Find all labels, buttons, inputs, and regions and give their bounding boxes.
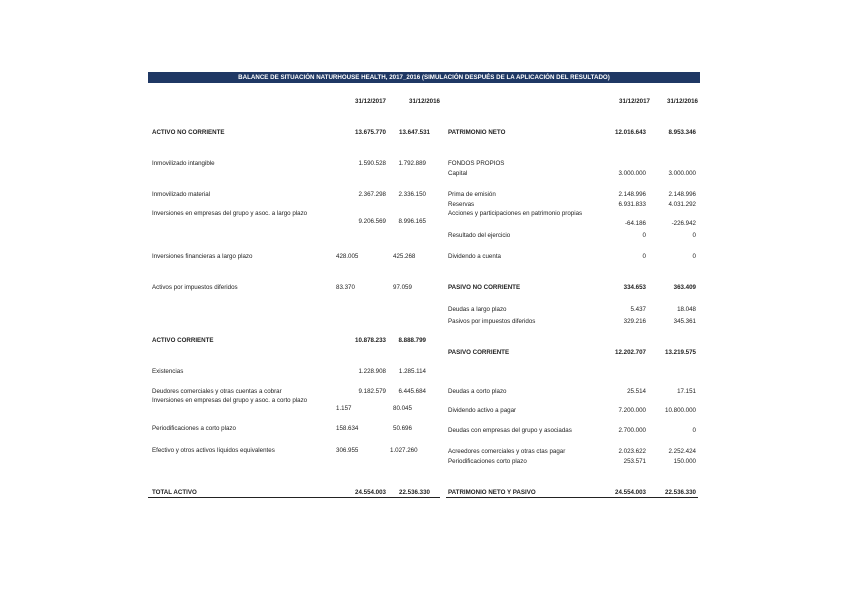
inversiones-financieras-lp-label: Inversiones financieras a largo plazo [152, 253, 253, 260]
activo-no-corriente-label: ACTIVO NO CORRIENTE [152, 129, 225, 136]
acciones-propias-2017: -64.186 [625, 220, 646, 227]
dividendo-cuenta-2016: 0 [692, 253, 696, 260]
prima-emision-2017: 2.148.996 [618, 191, 646, 198]
patrimonio-neto-2017: 12.016.643 [615, 129, 646, 136]
dividendo-cuenta-label: Dividendo a cuenta [448, 253, 501, 260]
pasivo-no-corriente-2017: 334.653 [623, 284, 646, 291]
inversiones-financieras-lp-2016: 425.268 [393, 253, 416, 260]
periodificaciones-pasivo-2017: 253.571 [623, 458, 646, 465]
total-pasivo-2016: 22.536.330 [665, 489, 696, 496]
inversiones-grupo-lp-label: Inversiones en empresas del grupo y asoc. a largo plazo [152, 210, 308, 217]
capital-label: Capital [448, 170, 468, 177]
inmovilizado-intangible-2017: 1.590.528 [358, 160, 386, 167]
pasivo-no-corriente-label: PASIVO NO CORRIENTE [448, 284, 521, 291]
periodificaciones-activo-2017: 158.634 [336, 425, 359, 432]
dividendo-pagar-2016: 10.800.000 [665, 407, 696, 414]
prima-emision-label: Prima de emisión [448, 191, 496, 198]
dividendo-pagar-2017: 7.200.000 [618, 407, 646, 414]
periodificaciones-pasivo-label: Periodificaciones corto plazo [448, 458, 527, 465]
total-activo-label: TOTAL ACTIVO [152, 489, 197, 496]
total-activo-2016: 22.536.330 [399, 489, 430, 496]
activo-corriente-label: ACTIVO CORRIENTE [152, 337, 214, 344]
activo-no-corriente-2017: 13.675.770 [355, 129, 386, 136]
inmovilizado-intangible-label: Inmovilizado intangible [152, 160, 215, 167]
pasivo-no-corriente-2016: 363.409 [673, 284, 696, 291]
capital-2016: 3.000.000 [668, 170, 696, 177]
header-left-2016: 31/12/2016 [409, 98, 440, 105]
deudas-lp-2016: 18.048 [677, 306, 696, 313]
inversiones-financieras-lp-2017: 428.005 [336, 253, 359, 260]
inversiones-grupo-cp-2017: 1.157 [336, 405, 352, 412]
deudores-2017: 9.182.579 [358, 388, 386, 395]
deudas-cp-2017: 25.514 [627, 388, 646, 395]
acreedores-2016: 2.252.424 [668, 448, 696, 455]
efectivo-label: Efectivo y otros activos líquidos equivalentes [152, 447, 275, 454]
inmovilizado-material-2016: 2.336.150 [398, 191, 426, 198]
total-activo-2017: 24.554.003 [355, 489, 386, 496]
inversiones-grupo-cp-label: Inversiones en empresas del grupo y asoc. a corto plazo [152, 397, 308, 404]
pasivos-impuestos-diferidos-2017: 329.216 [623, 318, 646, 325]
inmovilizado-intangible-2016: 1.792.889 [398, 160, 426, 167]
acciones-propias-label: Acciones y participaciones en patrimonio propias [448, 210, 583, 217]
deudas-lp-label: Deudas a largo plazo [448, 306, 507, 313]
capital-2017: 3.000.000 [618, 170, 646, 177]
deudas-grupo-2016: 0 [692, 427, 696, 434]
header-right-2017: 31/12/2017 [619, 98, 650, 105]
periodificaciones-activo-label: Periodificaciones a corto plazo [152, 425, 236, 432]
acreedores-2017: 2.023.622 [618, 448, 646, 455]
inversiones-grupo-lp-2016: 8.996.165 [398, 218, 426, 225]
header-left-2017: 31/12/2017 [355, 98, 386, 105]
reservas-2016: 4.031.292 [668, 201, 696, 208]
deudas-lp-2017: 5.437 [630, 306, 646, 313]
dividendo-pagar-label: Dividendo activo a pagar [448, 407, 517, 414]
activos-impuestos-diferidos-2016: 97.059 [393, 284, 412, 291]
reservas-label: Reservas [448, 201, 475, 208]
periodificaciones-pasivo-2016: 150.000 [673, 458, 696, 465]
pasivos-impuestos-diferidos-2016: 345.361 [673, 318, 696, 325]
fondos-propios-label: FONDOS PROPIOS [448, 160, 505, 167]
resultado-ejercicio-label: Resultado del ejercicio [448, 232, 511, 239]
report-title: BALANCE DE SITUACIÓN NATURHOUSE HEALTH, 2017_2016 (SIMULACIÓN DESPUÉS DE LA APLICACIÓN DEL RESULTADO) [148, 72, 700, 83]
reservas-2017: 6.931.833 [618, 201, 646, 208]
inmovilizado-material-label: Inmovilizado material [152, 191, 211, 198]
deudores-2016: 6.445.684 [398, 388, 426, 395]
pasivos-impuestos-diferidos-label: Pasivos por impuestos diferidos [448, 318, 536, 325]
resultado-ejercicio-2016: 0 [692, 232, 696, 239]
deudas-cp-2016: 17.151 [677, 388, 696, 395]
existencias-2017: 1.228.908 [358, 368, 386, 375]
deudas-grupo-2017: 2.700.000 [618, 427, 646, 434]
patrimonio-neto-label: PATRIMONIO NETO [448, 129, 506, 136]
dividendo-cuenta-2017: 0 [642, 253, 646, 260]
activos-impuestos-diferidos-label: Activos por impuestos diferidos [152, 284, 238, 291]
activo-corriente-2017: 10.878.233 [355, 337, 386, 344]
pasivo-corriente-2017: 12.202.707 [615, 349, 646, 356]
total-pasivo-underline [446, 497, 698, 498]
total-activo-underline [148, 497, 440, 498]
existencias-2016: 1.285.114 [398, 368, 426, 375]
resultado-ejercicio-2017: 0 [642, 232, 646, 239]
periodificaciones-activo-2016: 50.696 [393, 425, 412, 432]
existencias-label: Existencias [152, 368, 184, 375]
efectivo-2016: 1.027.260 [390, 447, 418, 454]
acreedores-label: Acreedores comerciales y otras ctas pagar [448, 448, 566, 455]
inmovilizado-material-2017: 2.367.298 [358, 191, 386, 198]
header-right-2016: 31/12/2016 [667, 98, 698, 105]
prima-emision-2016: 2.148.996 [668, 191, 696, 198]
deudas-grupo-label: Deudas con empresas del grupo y asociadas [448, 427, 572, 434]
activo-corriente-2016: 8.888.799 [398, 337, 426, 344]
total-pasivo-label: PATRIMONIO NETO Y PASIVO [448, 489, 536, 496]
efectivo-2017: 306.955 [336, 447, 359, 454]
acciones-propias-2016: -226.942 [671, 220, 696, 227]
activo-no-corriente-2016: 13.647.531 [399, 129, 430, 136]
pasivo-corriente-2016: 13.219.575 [665, 349, 696, 356]
pasivo-corriente-label: PASIVO CORRIENTE [448, 349, 510, 356]
deudores-label: Deudores comerciales y otras cuentas a cobrar [152, 388, 282, 395]
patrimonio-neto-2016: 8.953.346 [668, 129, 696, 136]
inversiones-grupo-lp-2017: 9.206.569 [358, 218, 386, 225]
total-pasivo-2017: 24.554.003 [615, 489, 646, 496]
inversiones-grupo-cp-2016: 80.045 [393, 405, 412, 412]
activos-impuestos-diferidos-2017: 83.370 [336, 284, 355, 291]
deudas-cp-label: Deudas a corto plazo [448, 388, 507, 395]
